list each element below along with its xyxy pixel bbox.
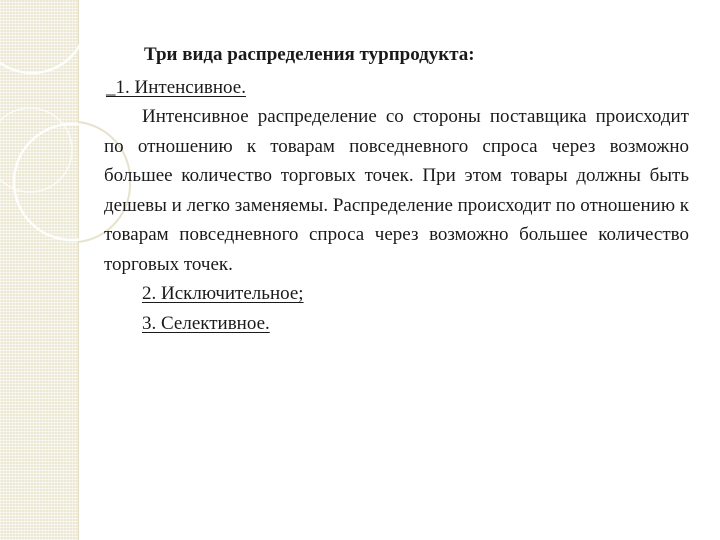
item-intensive-label: 1. Интенсивное. [115, 76, 246, 98]
list-item-exclusive: 2. Исключительное; [142, 283, 304, 304]
slide-content [104, 40, 689, 338]
list-item-intensive [104, 73, 689, 103]
slide-title: Три вида распределения турпродукта: [144, 44, 475, 65]
intensive-description: Интенсивное распределение со стороны поставщика происходит по отношению к товарам повседневного спроса через возможно большее количество торговых точек. При этом товары должны быть дешевы и легко заменяемы. Распределение происходит по отношению к товарам повседневного спроса через возможно большее количество торговых точек. [104, 106, 689, 275]
item-prefix: _ [106, 76, 116, 98]
list-item-selective: 3. Селективное. [142, 312, 270, 334]
